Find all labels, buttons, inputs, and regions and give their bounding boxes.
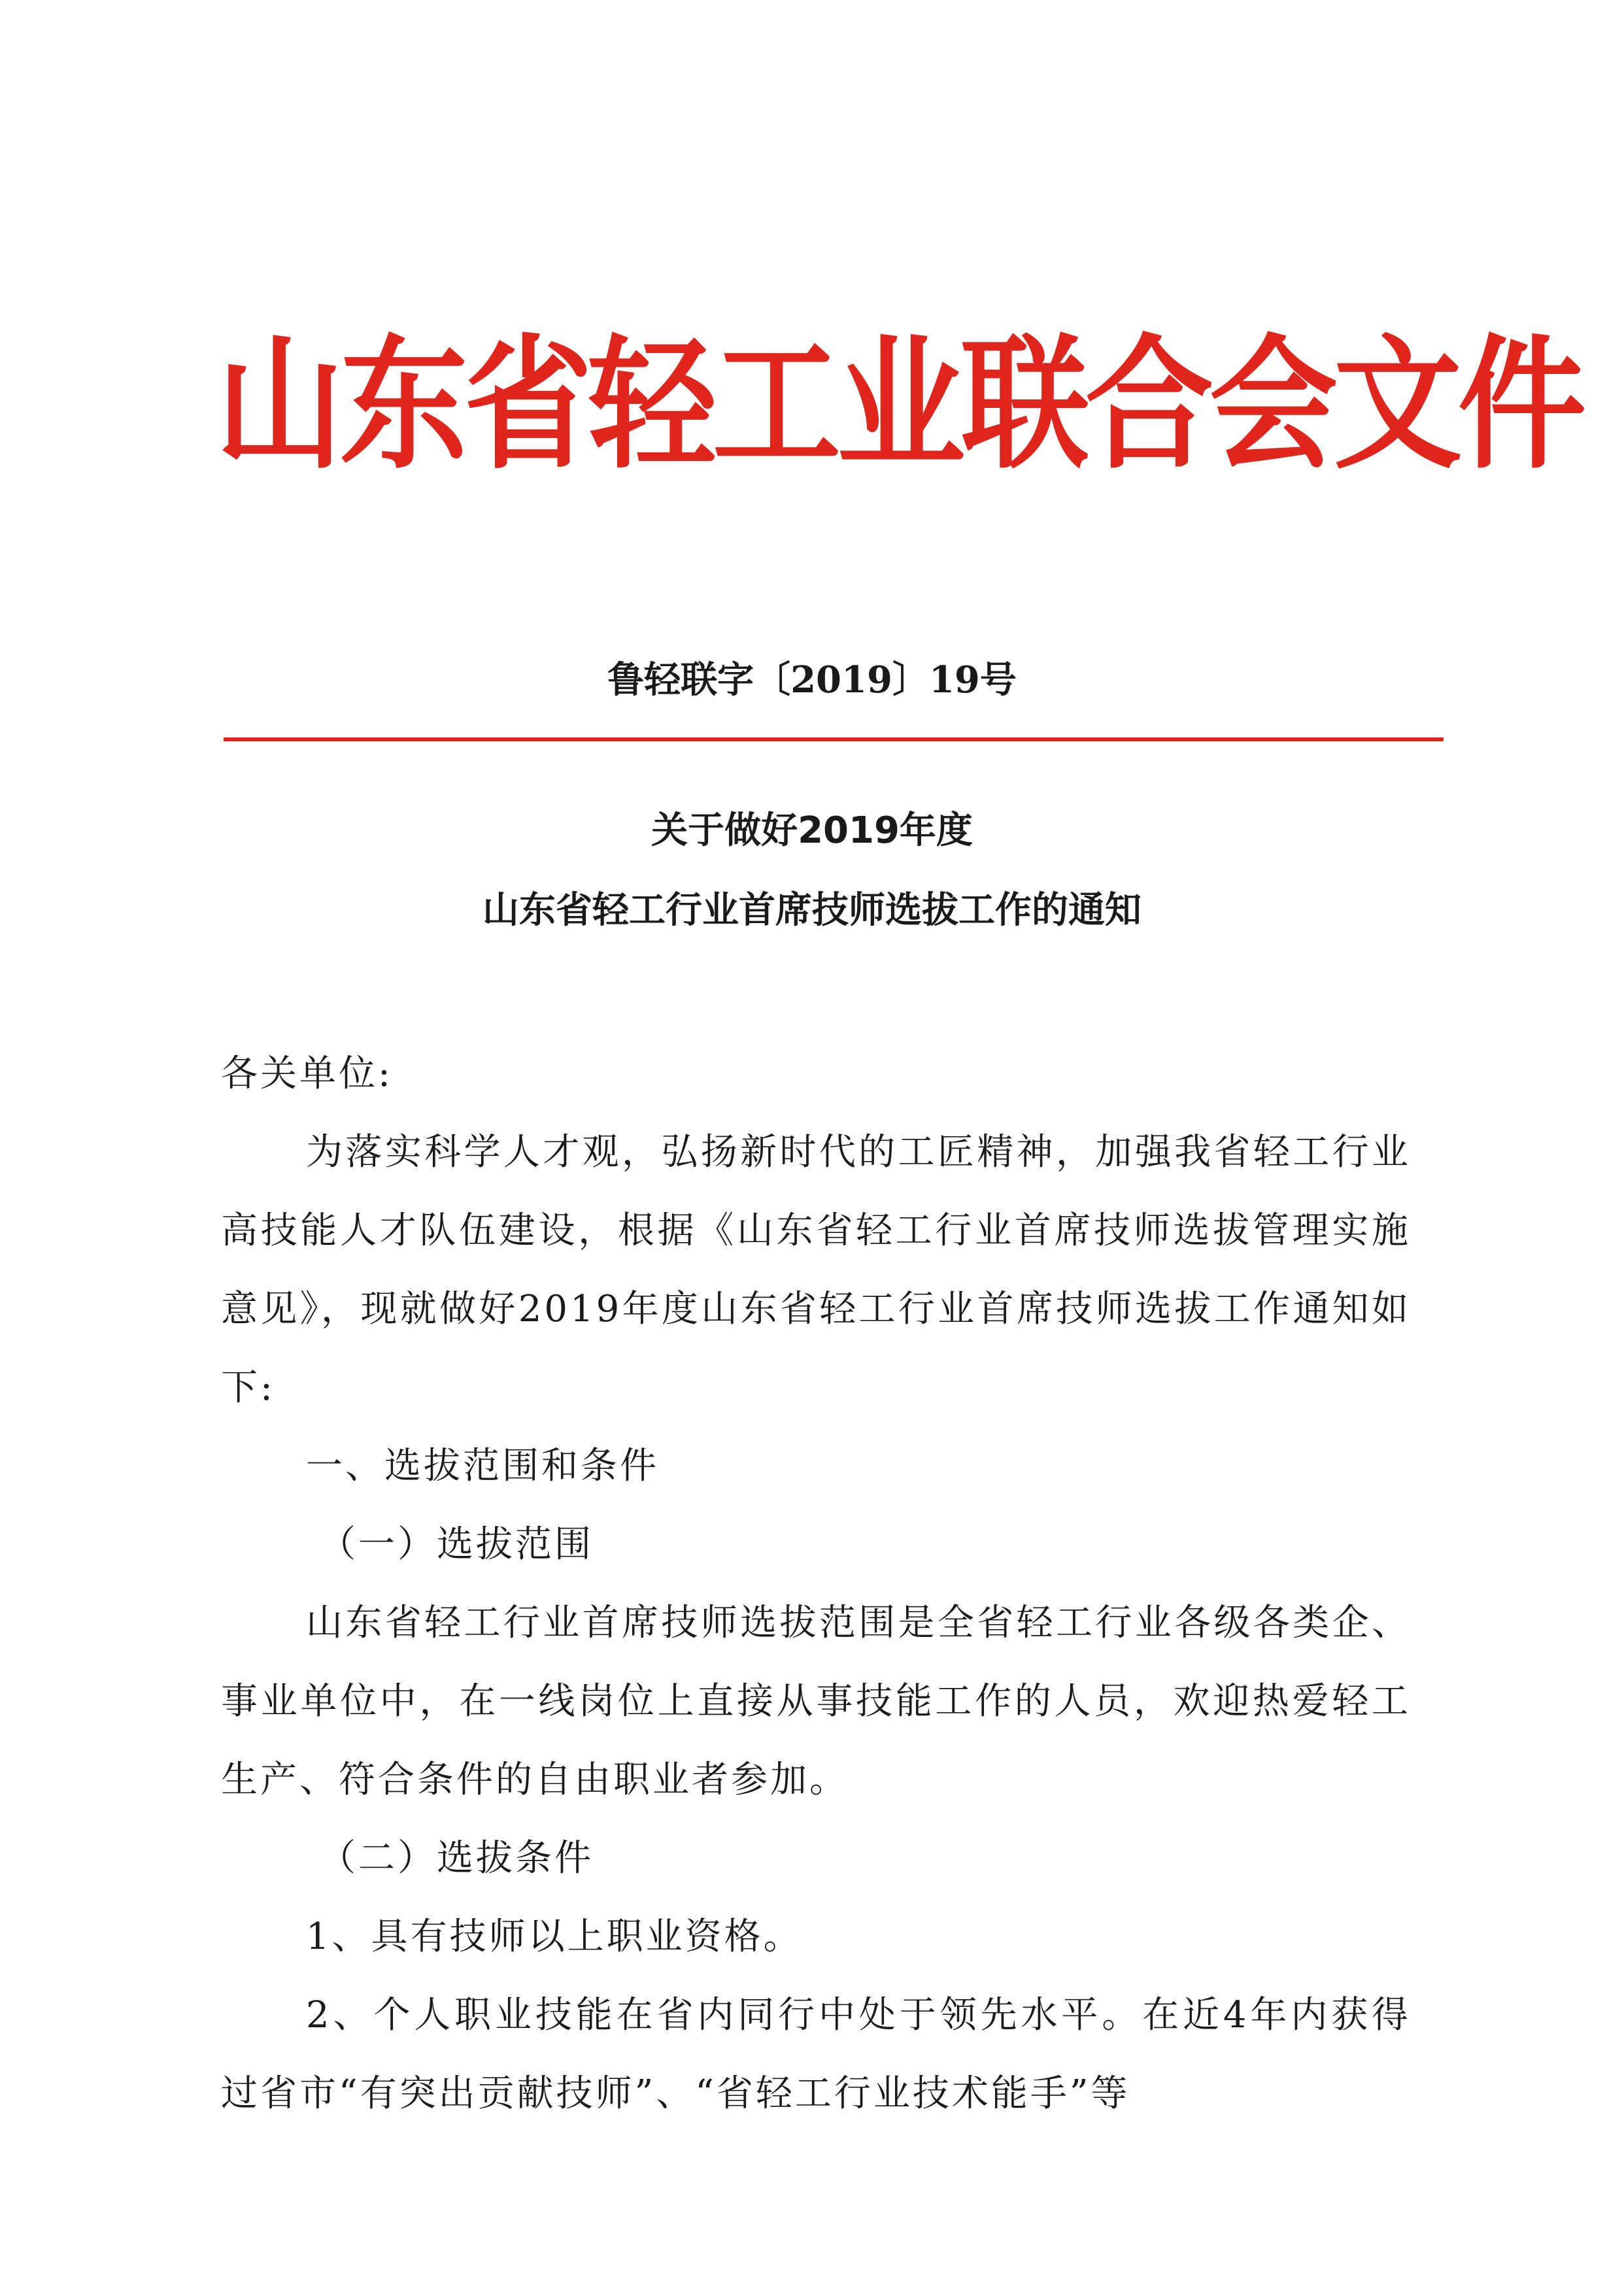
condition-1: 1、具有技师以上职业资格。 <box>306 1915 803 1958</box>
masthead-title: 山东省轻工业联合会文件 <box>216 322 1583 489</box>
red-divider-rule <box>224 737 1444 741</box>
section-1-heading: 一、选拔范围和条件 <box>306 1445 659 1487</box>
salutation: 各关单位: <box>221 1053 393 1095</box>
subsection-2-heading: （二）选拔条件 <box>319 1837 594 1880</box>
document-number: 鲁轻联字〔2019〕19号 <box>607 658 1017 701</box>
notice-title-line-1: 关于做好2019年度 <box>651 809 973 852</box>
subsection-1-heading: （一）选拔范围 <box>319 1523 594 1566</box>
condition-2: 2、个人职业技能在省内同行中处于领先水平。在近4年内获得过省市“有突出贡献技师”、“省轻工行业技术能手”等 <box>221 1994 1411 2115</box>
intro-paragraph: 为落实科学人才观，弘扬新时代的工匠精神，加强我省轻工行业高技能人才队伍建设，根据《山东省轻工行业首席技师选拔管理实施意见》，现就做好2019年度山东省轻工行业首席技师选拔工作通知如下: <box>221 1131 1411 1409</box>
notice-title-line-2: 山东省轻工行业首席技师选拔工作的通知 <box>482 889 1142 932</box>
notice-body <box>221 1035 1411 2133</box>
subsection-1-paragraph: 山东省轻工行业首席技师选拔范围是全省轻工行业各级各类企、事业单位中，在一线岗位上直接从事技能工作的人员，欢迎热爱轻工生产、符合条件的自由职业者参加。 <box>221 1602 1411 1801</box>
